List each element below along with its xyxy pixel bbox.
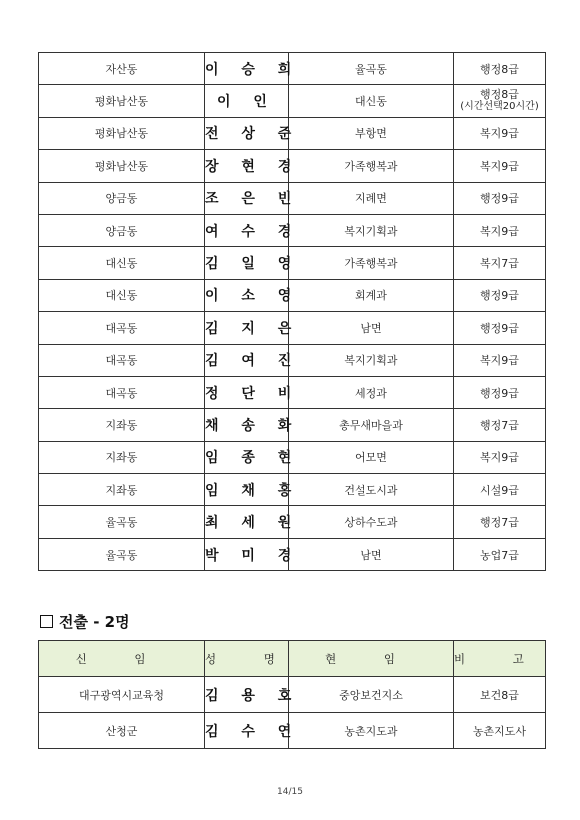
table-row [39,312,546,344]
grade-text: 행정8급 [480,88,519,102]
name-cell: 이 소 영 [205,279,289,311]
table-row [39,677,546,713]
previous-post-cell: 대곡동 [39,376,205,408]
header-current-post: 현 임 [289,641,454,677]
grade-note-text: (시간선택20시간) [460,101,539,113]
table-row [39,85,546,117]
grade-cell: 행정8급 [454,53,546,85]
name-cell: 정 단 비 [205,376,289,408]
new-post-cell: 가족행복과 [289,150,454,182]
new-post-cell: 지례면 [289,182,454,214]
section-title [40,611,130,632]
name-cell: 이 인 [205,85,289,117]
table-row [39,214,546,246]
current-post-cell: 농촌지도과 [289,713,454,749]
new-post-cell: 대신동 [289,85,454,117]
previous-post-cell: 자산동 [39,53,205,85]
name-cell: 임 채 홍 [205,474,289,506]
grade-cell [454,85,546,117]
name-cell: 이 승 희 [205,53,289,85]
name-cell: 최 세 원 [205,506,289,538]
new-post-cell: 남면 [289,538,454,570]
grade-cell: 행정9급 [454,376,546,408]
name-cell: 조 은 빈 [205,182,289,214]
grade-cell: 복지9급 [454,150,546,182]
header-new-post: 신 임 [39,641,205,677]
new-post-cell: 회계과 [289,279,454,311]
grade-cell: 행정9급 [454,312,546,344]
name-cell: 김 일 영 [205,247,289,279]
new-post-cell: 복지기획과 [289,214,454,246]
previous-post-cell: 율곡동 [39,506,205,538]
name-cell: 김 지 은 [205,312,289,344]
table-row [39,376,546,408]
new-post-cell: 복지기획과 [289,344,454,376]
table-row [39,150,546,182]
new-post-cell: 가족행복과 [289,247,454,279]
grade-cell: 복지7급 [454,247,546,279]
new-post-cell: 율곡동 [289,53,454,85]
previous-post-cell: 율곡동 [39,538,205,570]
table-row [39,53,546,85]
table-row [39,247,546,279]
grade-cell: 시설9급 [454,474,546,506]
table-row [39,182,546,214]
previous-post-cell: 양금동 [39,182,205,214]
section-title-text: 전출 - 2명 [59,613,130,631]
new-post-cell: 총무새마을과 [289,409,454,441]
new-post-cell: 산청군 [39,713,205,749]
grade-cell: 농업7급 [454,538,546,570]
previous-post-cell: 지좌동 [39,474,205,506]
table-row [39,474,546,506]
name-cell: 박 미 경 [205,538,289,570]
header-name: 성 명 [205,641,289,677]
page-number: 14/15 [277,787,303,797]
transfer-table [38,52,546,571]
new-post-cell: 어모면 [289,441,454,473]
table-row [39,409,546,441]
table-row [39,344,546,376]
previous-post-cell: 양금동 [39,214,205,246]
table-row [39,279,546,311]
note-cell: 농촌지도사 [454,713,546,749]
grade-cell: 행정7급 [454,506,546,538]
previous-post-cell: 지좌동 [39,409,205,441]
table-header-row [39,641,546,677]
new-post-cell: 건설도시과 [289,474,454,506]
grade-cell: 복지9급 [454,344,546,376]
grade-cell: 복지9급 [454,117,546,149]
name-cell: 김 수 연 [205,713,289,749]
checkbox-square-icon [40,615,53,628]
name-cell: 김 용 호 [205,677,289,713]
new-post-cell: 남면 [289,312,454,344]
transfer-out-table [38,640,546,749]
note-cell: 보건8급 [454,677,546,713]
previous-post-cell: 평화남산동 [39,85,205,117]
header-note: 비 고 [454,641,546,677]
name-cell: 채 송 화 [205,409,289,441]
current-post-cell: 중앙보건지소 [289,677,454,713]
new-post-cell: 상하수도과 [289,506,454,538]
previous-post-cell: 평화남산동 [39,117,205,149]
new-post-cell: 대구광역시교육청 [39,677,205,713]
name-cell: 여 수 경 [205,214,289,246]
previous-post-cell: 대신동 [39,247,205,279]
table-row [39,713,546,749]
previous-post-cell: 대신동 [39,279,205,311]
grade-cell: 행정9급 [454,182,546,214]
grade-cell: 행정7급 [454,409,546,441]
name-cell: 전 상 준 [205,117,289,149]
grade-cell: 복지9급 [454,441,546,473]
name-cell: 김 여 진 [205,344,289,376]
new-post-cell: 세정과 [289,376,454,408]
grade-cell: 복지9급 [454,214,546,246]
table-row [39,538,546,570]
previous-post-cell: 평화남산동 [39,150,205,182]
previous-post-cell: 대곡동 [39,344,205,376]
name-cell: 임 종 현 [205,441,289,473]
name-cell: 장 현 경 [205,150,289,182]
grade-cell: 행정9급 [454,279,546,311]
table-row [39,441,546,473]
previous-post-cell: 지좌동 [39,441,205,473]
table-row [39,117,546,149]
previous-post-cell: 대곡동 [39,312,205,344]
new-post-cell: 부항면 [289,117,454,149]
table-row [39,506,546,538]
